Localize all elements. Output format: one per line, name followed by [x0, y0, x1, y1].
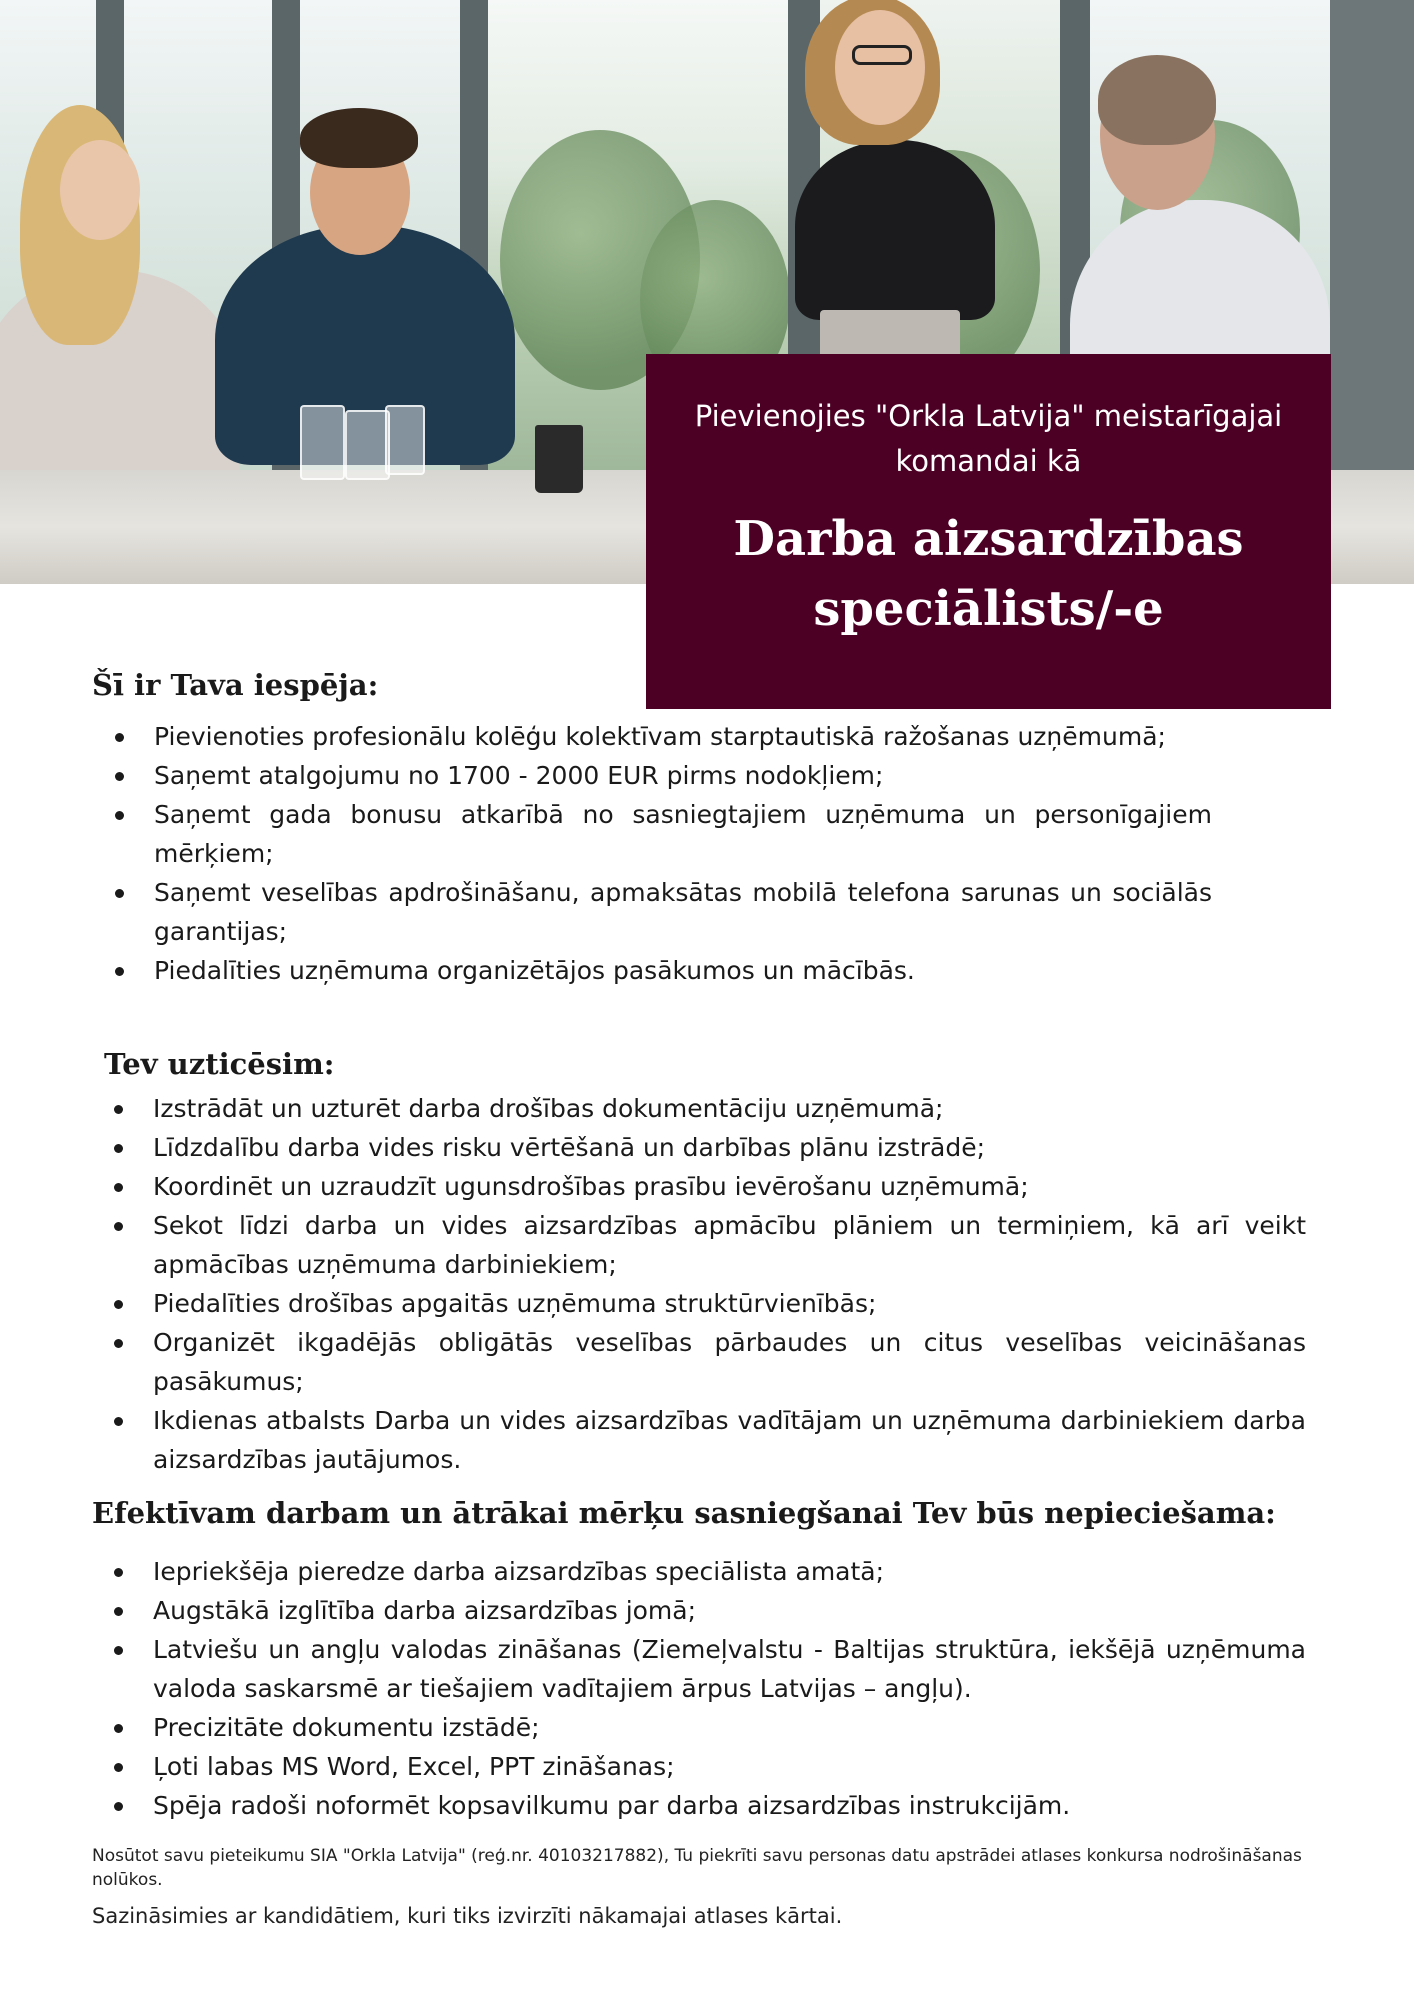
list-item: Līdzdalību darba vides risku vērtēšanā un darbības plānu izstrādē; — [108, 1128, 1306, 1167]
list-item: Sekot līdzi darba un vides aizsardzības apmācību plāniem un termiņiem, kā arī veikt apmācības uzņēmuma darbiniekiem; — [108, 1206, 1306, 1284]
list-item: Piedalīties drošības apgaitās uzņēmuma struktūrvienībās; — [108, 1284, 1306, 1323]
contact-note: Sazināsimies ar kandidātiem, kuri tiks izvirzīti nākamajai atlases kārtai. — [92, 1904, 843, 1928]
list-item: Pievienoties profesionālu kolēģu kolektīvam starptautiskā ražošanas uzņēmumā; — [109, 717, 1212, 756]
list-item: Organizēt ikgadējās obligātās veselības pārbaudes un citus veselības veicināšanas pasākumus; — [108, 1323, 1306, 1401]
consent-note: Nosūtot savu pieteikumu SIA "Orkla Latvija" (reģ.nr. 40103217882), Tu piekrīti savu personas datu apstrādei atlases konkursa nodrošināšanas nolūkos. — [92, 1846, 1302, 1890]
title-intro: Pievienojies "Orkla Latvija" meistarīgajai komandai kā — [694, 399, 1283, 478]
title-banner — [646, 354, 1331, 709]
list-item: Saņemt atalgojumu no 1700 - 2000 EUR pirms nodokļiem; — [109, 756, 1212, 795]
list-item: Izstrādāt un uzturēt darba drošības dokumentāciju uzņēmumā; — [108, 1089, 1306, 1128]
list-item: Latviešu un angļu valodas zināšanas (Ziemeļvalstu - Baltijas struktūra, iekšējā uzņēmuma valoda saskarsmē ar tiešajiem vadītajiem ārpus Latvijas – angļu). — [108, 1630, 1306, 1708]
list-item: Ļoti labas MS Word, Excel, PPT zināšanas; — [108, 1747, 1306, 1786]
list-item: Spēja radoši noformēt kopsavilkumu par darba aizsardzības instrukcijām. — [108, 1786, 1306, 1825]
opportunity-heading: Šī ir Tava iespēja: — [92, 668, 379, 702]
list-item: Precizitāte dokumentu izstādē; — [108, 1708, 1306, 1747]
responsibilities-list — [108, 1089, 1306, 1479]
list-item: Iepriekšēja pieredze darba aizsardzības speciālista amatā; — [108, 1552, 1306, 1591]
requirements-list — [108, 1552, 1306, 1825]
list-item: Ikdienas atbalsts Darba un vides aizsardzības vadītājam un uzņēmuma darbiniekiem darba aizsardzības jautājumos. — [108, 1401, 1306, 1479]
list-item: Piedalīties uzņēmuma organizētājos pasākumos un mācībās. — [109, 951, 1212, 990]
list-item: Saņemt gada bonusu atkarībā no sasniegtajiem uzņēmuma un personīgajiem mērķiem; — [109, 795, 1212, 873]
responsibilities-heading: Tev uzticēsim: — [104, 1047, 335, 1081]
requirements-heading: Efektīvam darbam un ātrākai mērķu sasniegšanai Tev būs nepieciešama: — [92, 1496, 1276, 1530]
list-item: Koordinēt un uzraudzīt ugunsdrošības prasību ievērošanu uzņēmumā; — [108, 1167, 1306, 1206]
opportunity-list — [109, 717, 1212, 990]
list-item: Augstākā izglītība darba aizsardzības jomā; — [108, 1591, 1306, 1630]
list-item: Saņemt veselības apdrošināšanu, apmaksātas mobilā telefona sarunas un sociālās garantijas; — [109, 873, 1212, 951]
job-title: Darba aizsardzības speciālists/-e — [733, 511, 1244, 637]
